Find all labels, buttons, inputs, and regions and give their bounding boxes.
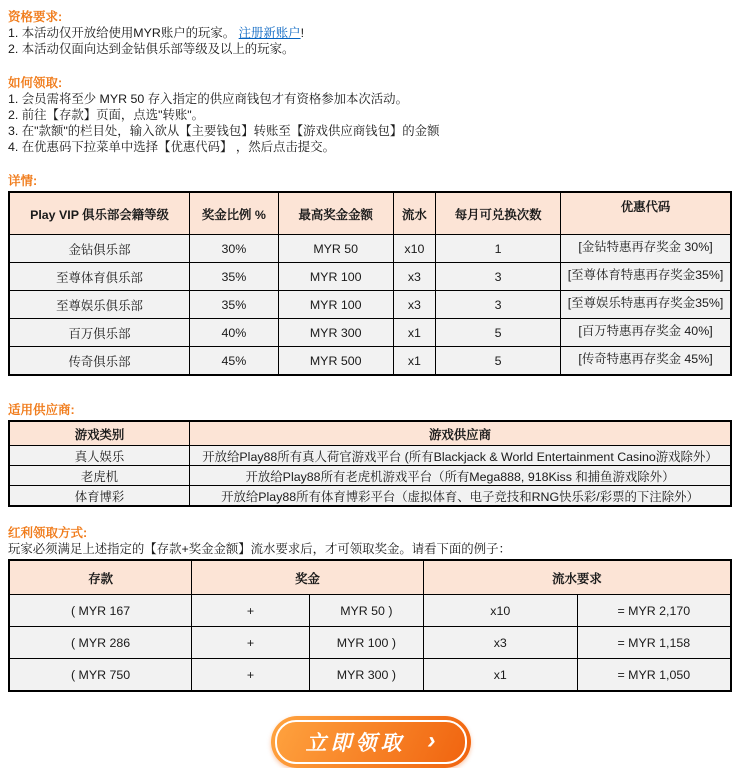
table-cell: x3	[393, 291, 436, 319]
table-row	[9, 659, 731, 692]
how-to-claim-item: 4. 在优惠码下拉菜单中选择【优惠代码】 ，然后点击提交。	[8, 140, 335, 154]
table-cell: ( MYR 286	[9, 627, 192, 659]
column-header: 奖金	[192, 560, 424, 595]
table-cell: 开放给Play88所有真人荷官游戏平台 (所有Blackjack & World Entertainment Casino游戏除外）	[190, 446, 732, 466]
table-cell: 百万俱乐部	[9, 319, 190, 347]
table-header-row	[9, 421, 731, 446]
column-header: 游戏类别	[9, 421, 190, 446]
section-title-eligibility: 资格要求:	[8, 10, 63, 24]
table-cell: MYR 100 )	[309, 627, 423, 659]
table-row	[9, 235, 731, 263]
providers-table	[8, 420, 732, 507]
table-cell: x3	[393, 263, 436, 291]
table-cell: 开放给Play88所有老虎机游戏平台（所有Mega888, 918Kiss 和捕鱼游戏除外）	[190, 466, 732, 486]
table-cell: [金钻特惠再存奖金 30%]	[561, 235, 731, 263]
table-cell: 金钻俱乐部	[9, 235, 190, 263]
table-cell: ( MYR 167	[9, 595, 192, 627]
table-cell: MYR 100	[278, 291, 393, 319]
table-cell: 40%	[190, 319, 279, 347]
table-cell: x3	[423, 627, 577, 659]
table-cell: MYR 100	[278, 263, 393, 291]
table-row	[9, 627, 731, 659]
table-cell: MYR 50	[278, 235, 393, 263]
table-row	[9, 595, 731, 627]
column-header: 最高奖金金额	[278, 192, 393, 235]
table-cell: [传奇特惠再存奖金 45%]	[561, 347, 731, 376]
table-cell: x10	[423, 595, 577, 627]
table-cell: 真人娱乐	[9, 446, 190, 466]
table-cell: +	[192, 659, 310, 692]
how-to-claim-item: 2. 前往【存款】页面，点选"转账"。	[8, 108, 205, 122]
table-cell: 至尊娱乐俱乐部	[9, 291, 190, 319]
table-cell: 5	[436, 347, 561, 376]
table-cell: [百万特惠再存奖金 40%]	[561, 319, 731, 347]
table-cell: +	[192, 627, 310, 659]
section-title-bonus-claim: 红利领取方式:	[8, 526, 88, 540]
cta-container	[8, 716, 733, 768]
table-cell: 传奇俱乐部	[9, 347, 190, 376]
table-row	[9, 319, 731, 347]
section-title-how-to-claim: 如何领取:	[8, 76, 63, 90]
table-row	[9, 263, 731, 291]
table-cell: x1	[423, 659, 577, 692]
table-cell: MYR 50 )	[309, 595, 423, 627]
table-row	[9, 291, 731, 319]
register-link[interactable]: 注册新账户	[238, 26, 301, 40]
table-cell: 3	[436, 291, 561, 319]
table-cell: 体育博彩	[9, 486, 190, 507]
table-cell: [至尊娱乐特惠再存奖金35%]	[561, 291, 731, 319]
column-header: 流水要求	[423, 560, 731, 595]
column-header: 奖金比例 %	[190, 192, 279, 235]
table-cell: MYR 300 )	[309, 659, 423, 692]
table-cell: 35%	[190, 263, 279, 291]
table-cell: ( MYR 750	[9, 659, 192, 692]
bonus-claim-description: 玩家必须满足上述指定的【存款+奖金金额】流水要求后，才可领取奖金。请看下面的例子：	[8, 542, 511, 556]
table-cell: 35%	[190, 291, 279, 319]
column-header: 存款	[9, 560, 192, 595]
table-row	[9, 466, 731, 486]
table-cell: 开放给Play88所有体育博彩平台（虚拟体育、电子竞技和RNG快乐彩/彩票的下注除外）	[190, 486, 732, 507]
table-cell: = MYR 2,170	[577, 595, 731, 627]
table-row	[9, 446, 731, 466]
section-title-providers: 适用供应商:	[8, 403, 75, 417]
table-cell: [至尊体育特惠再存奖金35%]	[561, 263, 731, 291]
table-header-row	[9, 560, 731, 595]
column-header: 优惠代码	[561, 192, 731, 235]
claim-now-button[interactable]	[271, 716, 471, 768]
how-to-claim-item: 3. 在"款额"的栏目处，输入欲从【主要钱包】转账至【游戏供应商钱包】的金额	[8, 124, 440, 138]
turnover-example-table	[8, 559, 732, 692]
table-cell: 5	[436, 319, 561, 347]
chevron-right-icon: ›	[427, 727, 436, 754]
claim-now-label: 立即领取	[305, 732, 406, 755]
table-cell: MYR 500	[278, 347, 393, 376]
column-header: 流水	[393, 192, 436, 235]
table-cell: 老虎机	[9, 466, 190, 486]
column-header: 游戏供应商	[190, 421, 732, 446]
table-cell: x10	[393, 235, 436, 263]
eligibility-item-1	[8, 25, 733, 41]
table-cell: 3	[436, 263, 561, 291]
table-cell: MYR 300	[278, 319, 393, 347]
table-row	[9, 347, 731, 376]
table-cell: = MYR 1,158	[577, 627, 731, 659]
table-cell: x1	[393, 319, 436, 347]
table-cell: 30%	[190, 235, 279, 263]
section-title-details: 详情:	[8, 174, 38, 188]
table-cell: 45%	[190, 347, 279, 376]
vip-details-table	[8, 191, 732, 376]
column-header: Play VIP 俱乐部会籍等级	[9, 192, 190, 235]
how-to-claim-item: 1. 会员需将至少 MYR 50 存入指定的供应商钱包才有资格参加本次活动。	[8, 92, 408, 106]
table-cell: = MYR 1,050	[577, 659, 731, 692]
table-cell: 1	[436, 235, 561, 263]
eligibility-item-1-text: 1. 本活动仅开放给使用MYR账户的玩家。	[8, 26, 239, 40]
table-cell: x1	[393, 347, 436, 376]
table-header-row	[9, 192, 731, 235]
eligibility-item-1-suffix: !	[300, 26, 305, 40]
table-cell: 至尊体育俱乐部	[9, 263, 190, 291]
table-cell: +	[192, 595, 310, 627]
table-row	[9, 486, 731, 507]
eligibility-item-2: 2. 本活动仅面向达到金钻俱乐部等级及以上的玩家。	[8, 42, 295, 56]
column-header: 每月可兑换次数	[436, 192, 561, 235]
